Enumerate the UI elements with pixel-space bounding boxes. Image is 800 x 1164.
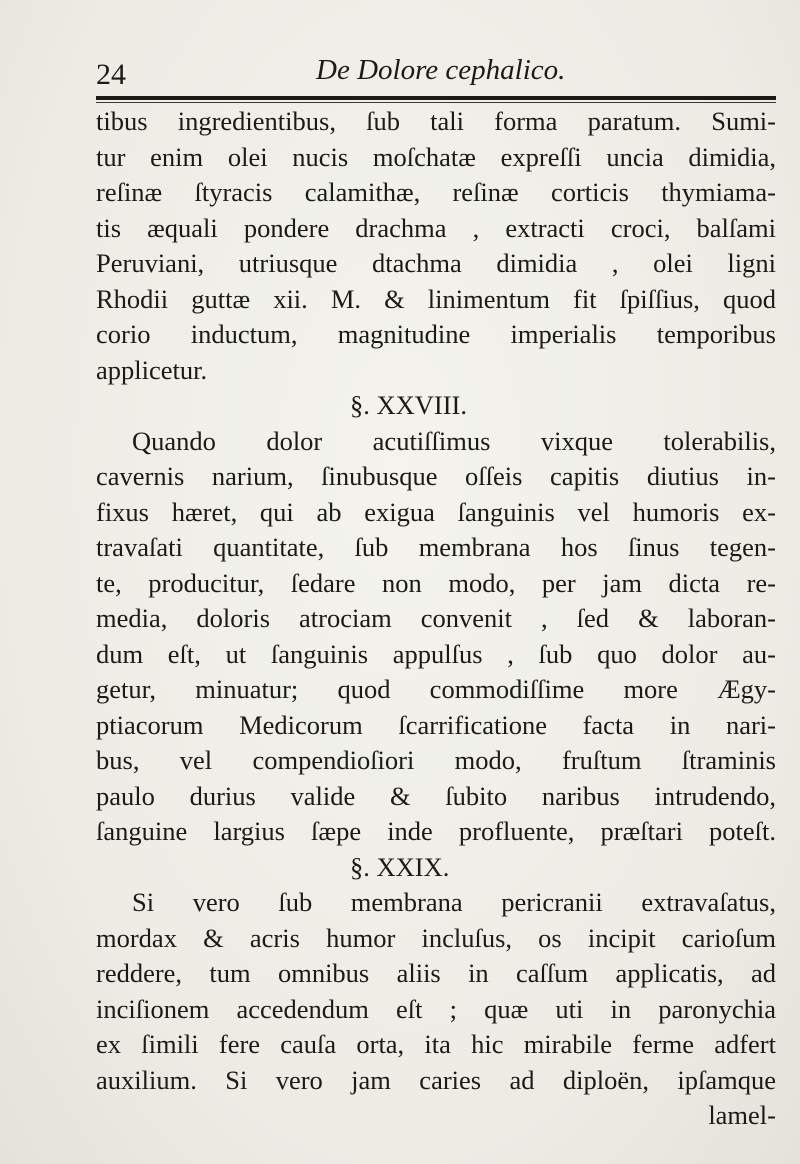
text-line: mordax & acris humor incluſus, os incipit carioſum	[96, 922, 776, 953]
text-line: tur enim olei nucis moſchatæ expreſſi uncia dimidia,	[96, 141, 776, 172]
page-header	[96, 50, 786, 94]
text-line: media, doloris atrociam convenit , ſed & laboran-	[96, 603, 776, 633]
running-title: De Dolore cephalico.	[316, 54, 566, 86]
text-line: applicetur.	[96, 354, 208, 385]
text-line: cavernis narium, ſinubusque oſſeis capitis diutius in-	[96, 461, 776, 491]
section-heading: §. XXIX.	[350, 851, 450, 882]
text-line: Peruviani, utriusque dtachma dimidia , olei ligni	[96, 248, 776, 278]
text-line: dum eſt, ut ſanguinis appulſus , ſub quo dolor au-	[96, 638, 776, 669]
text-line: getur, minuatur; quod commodiſſime more Ægy-	[96, 674, 776, 704]
text-line: reſinæ ſtyracis calamithæ, reſinæ corticis thymiama-	[96, 177, 776, 207]
body-text	[96, 104, 776, 1134]
text-line: paulo durius valide & ſubito naribus intrudendo,	[96, 780, 776, 811]
text-line: bus, vel compendioſiori modo, fruſtum ſtraminis	[96, 745, 776, 775]
header-rule	[96, 96, 776, 100]
text-line: Rhodii guttæ xii. M. & linimentum fit ſpiſſius, quod	[96, 283, 776, 314]
section-heading: §. XXVIII.	[350, 390, 468, 420]
text-line: reddere, tum omnibus aliis in caſſum applicatis, ad	[96, 958, 776, 988]
text-line: Si vero ſub membrana pericranii extravaſatus,	[132, 887, 776, 917]
text-line: inciſionem accedendum eſt ; quæ uti in paronychia	[96, 993, 776, 1024]
text-line: te, producitur, ſedare non modo, per jam dicta re-	[96, 567, 776, 598]
text-line: corio inductum, magnitudine imperialis temporibus	[96, 319, 776, 349]
catchword: lamel-	[708, 1100, 776, 1130]
text-line: tis æquali pondere drachma , extracti croci, balſami	[96, 212, 776, 243]
text-line: ſanguine largius ſæpe inde profluente, præſtari poteſt.	[96, 816, 776, 846]
text-line: auxilium. Si vero jam caries ad diploën, ipſamque	[96, 1064, 776, 1095]
text-line: travaſati quantitate, ſub membrana hos ſinus tegen-	[96, 532, 776, 562]
text-line: ptiacorum Medicorum ſcarrificatione facta in nari-	[96, 709, 776, 740]
text-line: Quando dolor acutiſſimus vixque tolerabilis,	[132, 425, 776, 456]
text-line: tibus ingredientibus, ſub tali forma paratum. Sumi-	[96, 106, 776, 136]
text-line: fixus hæret, qui ab exigua ſanguinis vel humoris ex-	[96, 496, 776, 527]
page-number: 24	[96, 58, 126, 91]
text-line: ex ſimili fere cauſa orta, ita hic mirabile ferme adfert	[96, 1029, 776, 1059]
